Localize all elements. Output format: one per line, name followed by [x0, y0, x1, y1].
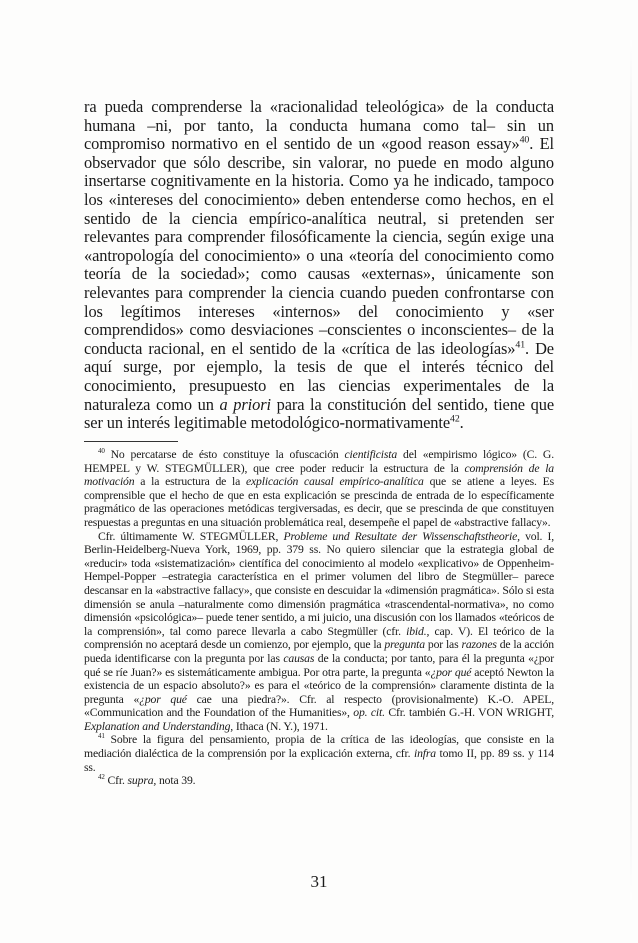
footnote-ref-41: 41: [515, 339, 526, 351]
italic-run: ¿por qué: [430, 665, 472, 679]
footnote-number: 42: [98, 773, 105, 782]
footnote-42: [84, 774, 554, 788]
italic-run: op. cit.: [353, 706, 385, 720]
text-run: tomo II, pp. 89 ss. y 114 ss.: [84, 747, 554, 774]
footnote-number: 41: [98, 732, 105, 741]
italic-run: cientificista: [344, 448, 398, 461]
text-run: Sobre la figura del pensamiento, propia de la crítica de las ideologías, que consiste en la mediación dialéctica de la comprensión por la explicación externa, cfr.: [84, 733, 554, 761]
italic-run: ¿por qué: [139, 692, 187, 706]
text-run: No percatarse de ésto constituye la ofuscación: [104, 448, 345, 461]
main-paragraph: [84, 98, 554, 433]
text-run: nota 39.: [156, 774, 196, 788]
footnote-40: [84, 448, 554, 530]
footnote-separator: [84, 441, 178, 442]
italic-run: infra: [413, 747, 436, 761]
text-run: . De aquí surge, por ejemplo, la tesis de que el interés técnico del conocimiento, presupuesto en las ciencias experimentales de la naturaleza como un: [84, 338, 554, 414]
italic-run: Explanation and Understanding,: [84, 719, 234, 733]
italic-run: ibid.,: [406, 624, 430, 638]
text-run: del «empirismo lógico» (C. G. HEMPEL y W. STEGMÜLLER), que cree poder reducir la estructura de la: [84, 448, 554, 475]
italic-term: a priori: [219, 394, 271, 414]
text-run: de la acción pueda identificarse con la pregunta por las: [84, 638, 555, 665]
italic-run: supra,: [127, 774, 157, 788]
text-run: que se atiene a leyes. Es comprensible que el hecho de que en esta explicación se prescinda de entrada de lo específicamente pragmático de las operaciones metódicas tergiversadas, es decir, que se prescinda de que constituyen respuestas a preguntas en una situación problemática real, desempeñe el papel de «abstractive fallacy».: [84, 475, 554, 529]
text-run: cae una piedra?». Cfr. al respecto (provisionalmente) K.-O. APEL, «Communication and the Foundation of the Humanities»,: [84, 692, 554, 720]
footnotes: [84, 448, 554, 788]
text-run: cap. V). El teórico de la comprensión no aceptará desde un comienzo, por ejemplo, que la: [84, 624, 554, 652]
footnote-ref-40: 40: [519, 134, 530, 146]
italic-run: causas: [283, 651, 315, 665]
text-run: Ithaca (N. Y.), 1971.: [233, 719, 328, 733]
italic-run: comprensión de la motivación: [84, 461, 554, 489]
text-run: Cfr. también G.-H. VON WRIGHT,: [384, 706, 554, 720]
main-text: [84, 98, 554, 433]
text-run: . El observador que sólo describe, sin valorar, no puede en modo alguno insertarse cognitivamente en la historia. Como ya he indicado, tampoco los «intereses del conocimiento» deben entenderse como hechos, en el sentido de la ciencia empírico-analítica neutral, si pretenden ser relevantes para comprender filosóficamente la ciencia, según exige una «antropología del conocimiento» o una «teoría del conocimiento como teoría de la sociedad»; como causas «externas», únicamente son relevantes para comprender la ciencia cuando pueden confrontarse con los legítimos intereses «internos» del conocimiento y «ser comprendidos» como desviaciones –conscientes o inconscientes– de la conducta racional, en el sentido de la «crítica de las ideologías»: [84, 134, 554, 358]
footnote-40-continued: [84, 530, 554, 734]
italic-run: razones: [461, 638, 497, 652]
text-run: para la constitución del sentido, tiene que ser un interés legitimable metodológico-normativamente: [84, 394, 554, 433]
footnote-ref-42: 42: [450, 413, 460, 425]
scan-shadow: [630, 40, 632, 900]
italic-run: explicación causal empírico-analítica: [245, 475, 424, 489]
footnote-number: 40: [98, 447, 105, 456]
text-run: por las: [424, 638, 462, 652]
text-run: vol. I, Berlin-Heidelberg-Nueva York, 1969, pp. 379 ss. No quiero silenciar que la estrategia global de «reducir» toda «sistematización» científica del conocimiento al modelo «explicativo» de Oppenheim-Hempel-Popper –estrategia característica en el primer volumen del libro de Stegmüller– parece descansar en la «abstractive fallacy», que consiste en descuidar la «dimensión pragmática». Sólo si esta dimensión se anula –naturalmente como dimensión pragmática «trascendental-normativa», no como dimensión «psicológica»– puede tener sentido, a mi juicio, una discusión con los llamados «teóricos de la comprensión», tal como parece llevarla a cabo Stegmüller (cfr.: [84, 529, 554, 638]
text-run: Cfr. últimamente W. STEGMÜLLER,: [98, 529, 284, 543]
text-run: Cfr.: [104, 774, 128, 788]
italic-run: pregunta: [384, 638, 425, 652]
italic-run: Probleme und Resultate der Wissenschaftstheorie,: [283, 529, 520, 543]
text-run: a la estructura de la: [134, 475, 246, 489]
text-run: .: [459, 413, 464, 433]
footnote-41: [84, 733, 554, 774]
text-run: ra pueda comprenderse la «racionalidad teleológica» de la conducta humana –ni, por tanto, la conducta humana como tal– sin un compromiso normativo en el sentido de un «good reason essay»: [84, 97, 554, 154]
page-number: 31: [310, 872, 328, 891]
text-run: aceptó Newton la existencia de un espacio absoluto?» es para el «teórico de la comprensión» claramente distinta de la pregunta «: [84, 665, 554, 706]
text-run: de la conducta; por tanto, para él la pregunta «¿por qué se ríe Juan?» es sistemáticamente ambigua. Por otra parte, la pregunta «: [84, 651, 554, 679]
